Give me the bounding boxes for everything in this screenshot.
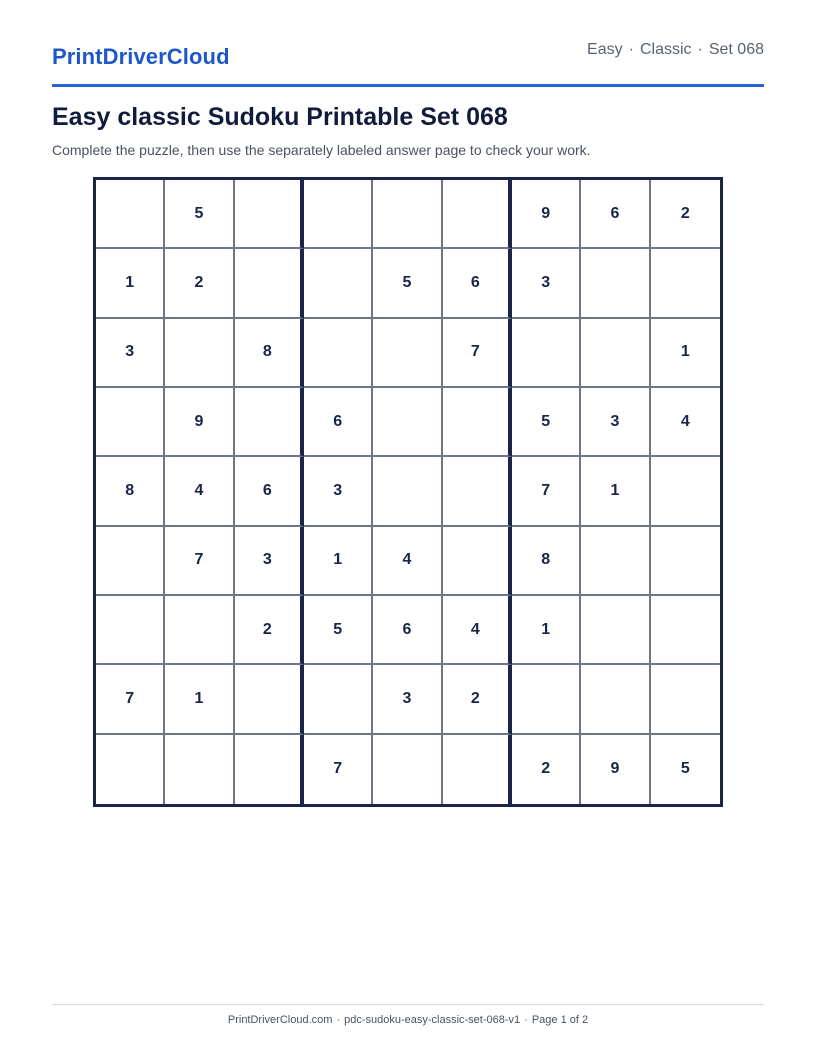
empty-cell: [373, 319, 442, 388]
empty-cell: [581, 527, 650, 596]
empty-cell: [96, 596, 165, 665]
given-cell: 5: [680, 760, 690, 778]
given-cell: 2: [651, 180, 720, 249]
page-footer: [0, 1014, 816, 1026]
empty-cell: [443, 457, 512, 526]
given-cell: 5: [373, 249, 442, 318]
footer-doc-id: pdc-sudoku-easy-classic-set-068-v1: [344, 1014, 521, 1026]
empty-cell: [443, 735, 512, 804]
given-cell: 5: [304, 596, 373, 665]
page-header: [52, 36, 764, 87]
empty-cell: [443, 388, 512, 457]
page-title: Easy classic Sudoku Printable Set 068: [52, 103, 508, 131]
given-cell: 2: [235, 596, 304, 665]
empty-cell: [512, 319, 581, 388]
given-cell: 9: [165, 388, 234, 457]
empty-cell: [651, 596, 720, 665]
given-cell: 4: [373, 527, 442, 596]
given-cell: 1: [512, 596, 581, 665]
footer-divider: [52, 1004, 764, 1005]
empty-cell: [165, 735, 234, 804]
empty-cell: [512, 665, 581, 734]
empty-cell: [651, 457, 720, 526]
variant-label: Classic: [639, 41, 692, 58]
set-label: Set 068: [708, 41, 764, 58]
given-cell: 7: [96, 665, 165, 734]
given-cell: 2: [443, 665, 512, 734]
meta-separator: ·: [628, 41, 634, 58]
empty-cell: [235, 249, 304, 318]
empty-cell: [651, 665, 720, 734]
empty-cell: [443, 527, 512, 596]
footer-site: PrintDriverCloud.com: [227, 1014, 333, 1026]
empty-cell: [304, 249, 373, 318]
given-cell: 4: [443, 596, 512, 665]
brand-logo-text: PrintDriverCloud: [52, 44, 230, 69]
given-cell: 9: [512, 180, 581, 249]
footer-page-number: Page 1 of 2: [531, 1014, 589, 1026]
empty-cell: [651, 249, 720, 318]
given-cell: 6: [443, 249, 512, 318]
given-cell: 1: [165, 665, 234, 734]
given-cell: 3: [373, 665, 442, 734]
empty-cell: [304, 180, 373, 249]
empty-cell: [581, 319, 650, 388]
empty-cell: [373, 180, 442, 249]
footer-separator: ·: [336, 1014, 341, 1026]
given-cell: 6: [304, 388, 373, 457]
sudoku-grid: [93, 177, 723, 807]
empty-cell: [96, 180, 165, 249]
empty-cell: [651, 527, 720, 596]
given-cell: 7: [512, 457, 581, 526]
given-cell: 1: [581, 457, 650, 526]
given-cell: 3: [512, 249, 581, 318]
empty-cell: [96, 735, 165, 804]
given-cell: 6: [373, 596, 442, 665]
given-cell: 1: [304, 527, 373, 596]
empty-cell: [443, 180, 512, 249]
meta-separator: ·: [697, 41, 703, 58]
difficulty-label: Easy: [587, 41, 623, 58]
given-cell: 8: [235, 319, 304, 388]
empty-cell: [373, 735, 442, 804]
given-cell: 4: [165, 457, 234, 526]
given-cell: 9: [581, 735, 650, 804]
empty-cell: [235, 665, 304, 734]
given-cell: 2: [165, 249, 234, 318]
given-cell: 8: [512, 527, 581, 596]
given-cell: 3: [96, 319, 165, 388]
empty-cell: [96, 527, 165, 596]
empty-cell: [165, 319, 234, 388]
empty-cell: [235, 735, 304, 804]
given-cell: 3: [235, 527, 304, 596]
given-cell: 1: [651, 319, 720, 388]
given-cell: 3: [581, 388, 650, 457]
given-cell: 5: [512, 388, 581, 457]
given-cell: 7: [165, 527, 234, 596]
page-instructions: Complete the puzzle, then use the separately labeled answer page to check your work.: [52, 142, 591, 158]
given-cell: 6: [235, 457, 304, 526]
empty-cell: [581, 249, 650, 318]
given-cell: 6: [581, 180, 650, 249]
given-cell: 5: [165, 180, 234, 249]
empty-cell: [235, 388, 304, 457]
empty-cell: [373, 457, 442, 526]
empty-cell: [581, 665, 650, 734]
given-cell: 7: [304, 735, 373, 804]
empty-cell: [304, 319, 373, 388]
empty-cell: [373, 388, 442, 457]
empty-cell: [235, 180, 304, 249]
empty-cell: [96, 388, 165, 457]
given-cell: 4: [651, 388, 720, 457]
given-cell: 3: [304, 457, 373, 526]
given-cell: 2: [512, 735, 581, 804]
puzzle-meta: [587, 41, 764, 59]
given-cell: 7: [443, 319, 512, 388]
given-cell: 8: [96, 457, 165, 526]
footer-separator: ·: [524, 1014, 528, 1026]
empty-cell: [165, 596, 234, 665]
empty-cell: [304, 665, 373, 734]
given-cell: 1: [96, 249, 165, 318]
empty-cell: [581, 596, 650, 665]
